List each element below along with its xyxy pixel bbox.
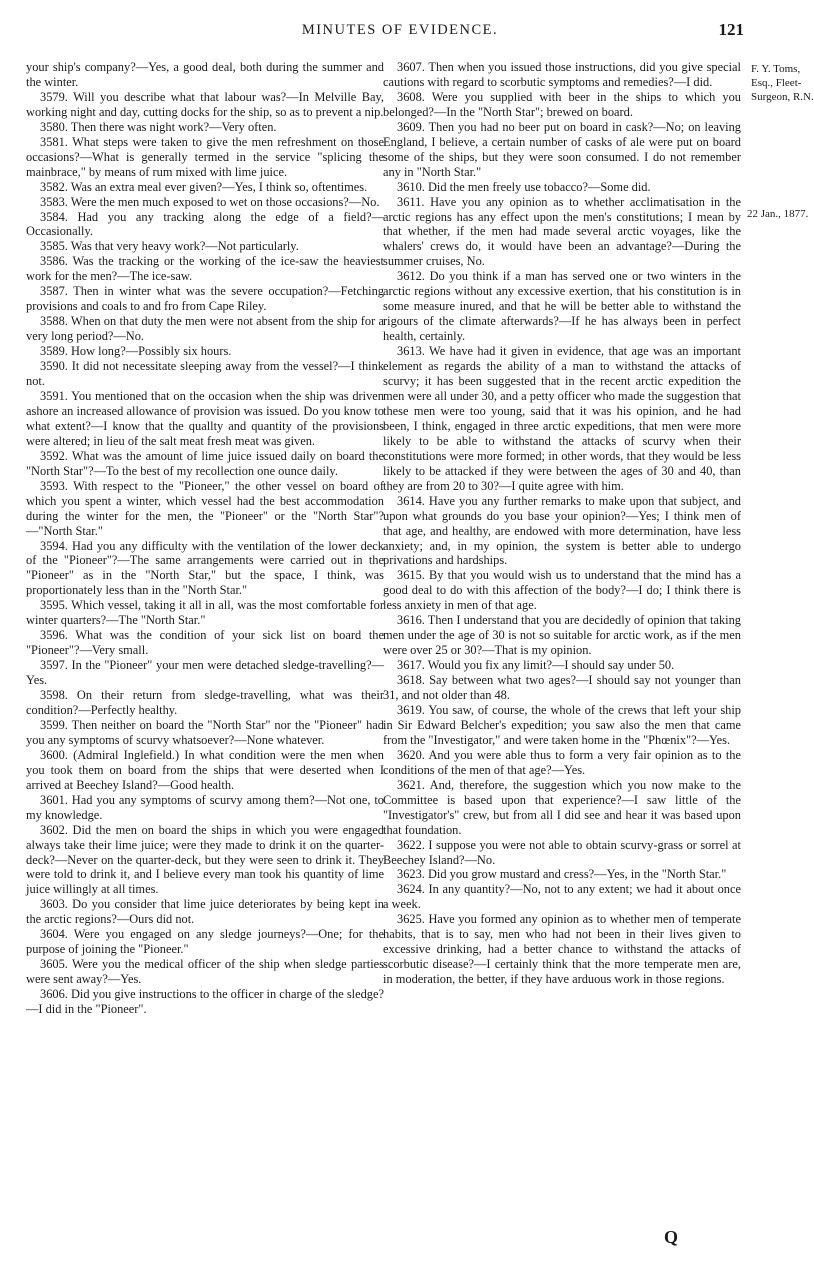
- margin-date: 22 Jan., 1877.: [747, 208, 809, 220]
- evidence-paragraph: 3607. Then when you issued those instructions, did you give special cautions with regard to scorbutic symptoms and remedies?—I did.: [383, 60, 741, 89]
- evidence-paragraph: 3590. It did not necessitate sleeping away from the vessel?—I think not.: [26, 359, 384, 389]
- evidence-paragraph: 3600. (Admiral Inglefield.) In what condition were the men when you took them on board from the ships that were deserted when I arrived at Beechey Island?—Good health.: [26, 747, 384, 792]
- evidence-paragraph: 3622. I suppose you were not able to obtain scurvy-grass or sorrel at Beechey Island?—No.: [383, 837, 741, 867]
- evidence-paragraph: 3617. Would you fix any limit?—I should say under 50.: [397, 658, 675, 673]
- evidence-paragraph: 3605. Were you the medical officer of the ship when sledge parties were sent away?—Yes.: [26, 957, 384, 987]
- evidence-paragraph: 3623. Did you grow mustard and cress?—Yes, in the "North Star.": [397, 867, 727, 882]
- evidence-paragraph: 3589. How long?—Possibly six hours.: [40, 344, 232, 359]
- evidence-paragraph: 3582. Was an extra meal ever given?—Yes, I think so, oftentimes.: [40, 179, 368, 194]
- evidence-paragraph: 3619. You saw, of course, the whole of the crews that left your ship in Sir Edward Belcher's expedition; you saw also the men that came from the "Investigator," and were taken home in the "Phœnix"?—Yes.: [383, 702, 741, 747]
- evidence-paragraph: 3591. You mentioned that on the occasion when the ship was driven ashore an increased allowance of provision was issued. Do you know to what extent?—I know that the quallty and quantity of the provisions were altered; in lieu of the salt meat fresh meat was given.: [26, 388, 384, 448]
- evidence-paragraph: 3615. By that you would wish us to understand that the mind has a good deal to do with this affection of the body?—I do; I think there is less anxiety in men of that age.: [383, 568, 741, 613]
- evidence-paragraph: 3593. With respect to the "Pioneer," the other vessel on board of which you spent a winter, which vessel had the best accommodation during the winter for the men, the "Pioneer" or the "North Star"?—"North Star.": [26, 478, 384, 538]
- evidence-paragraph: 3598. On their return from sledge-travelling, what was their condition?—Perfectly healthy.: [26, 688, 384, 717]
- evidence-paragraph: 3603. Do you consider that lime juice deteriorates by being kept in the arctic regions?—Ours did not.: [26, 897, 384, 927]
- margin-note-line: F. Y. Toms,: [751, 63, 801, 75]
- right-column: [383, 60, 741, 987]
- evidence-paragraph: 3592. What was the amount of lime juice issued daily on board the "North Star"?—To the best of my recollection one ounce daily.: [26, 448, 384, 478]
- evidence-paragraph: 3610. Did the men freely use tobacco?—Some did.: [397, 179, 651, 194]
- evidence-paragraph: 3620. And you were able thus to form a very fair opinion as to the conditions of the men of that age?—Yes.: [383, 747, 741, 777]
- evidence-paragraph: 3616. Then I understand that you are decidedly of opinion that taking men under the age of 30 is not so suitable for arctic work, as if the men were over 25 or 30?—That is my opinion.: [383, 613, 741, 658]
- evidence-paragraph: your ship's company?—Yes, a good deal, both during the summer and the winter.: [26, 60, 384, 89]
- evidence-paragraph: 3618. Say between what two ages?—I should say not younger than 31, and not older than 48.: [383, 673, 741, 703]
- evidence-paragraph: 3585. Was that very heavy work?—Not particularly.: [40, 239, 299, 254]
- evidence-paragraph: 3625. Have you formed any opinion as to whether men of temperate habits, that is to say, men who had not been in their lives given to excessive drinking, had a better chance to withstand the attacks of scorbutic disease?—I certainly think that the more temperate men are, in moderation, the better, if they have arduous work in those regions.: [383, 912, 741, 987]
- margin-note-line: Esq., Fleet-: [751, 77, 802, 89]
- evidence-paragraph: 3612. Do you think if a man has served one or two winters in the arctic regions without any excessive exertion, that his constitution is in some measure inured, and that he will be better able to withstand the rigours of the climate afterwards?—If he has always been in perfect health, certainly.: [383, 269, 741, 344]
- evidence-paragraph: 3586. Was the tracking or the working of the ice-saw the heaviest work for the men?—The ice-saw.: [26, 254, 384, 284]
- evidence-paragraph: 3588. When on that duty the men were not absent from the ship for a very long period?—No.: [26, 314, 384, 344]
- evidence-paragraph: 3602. Did the men on board the ships in which you were engaged always take their lime juice; were they made to drink it on the quarter-deck?—Never on the quarter-deck, but they were seen to drink it. They were told to drink it, and I believe every man took his quantity of lime juice willingly at all times.: [26, 822, 384, 897]
- evidence-paragraph: 3611. Have you any opinion as to whether acclimatisation in the arctic regions has any effect upon the men's constitutions; I mean by that whether, if the men had made several arctic voyages, like the whalers' crews do, it would have been an advantage?—During the summer cruises, No.: [383, 194, 741, 269]
- evidence-paragraph: 3601. Had you any symptoms of scurvy among them?—Not one, to my knowledge.: [26, 792, 384, 822]
- signature-mark: Q: [664, 1227, 679, 1247]
- evidence-paragraph: 3587. Then in winter what was the severe occupation?—Fetching provisions and coals to and fro from Cape Riley.: [26, 284, 384, 314]
- evidence-paragraph: 3581. What steps were taken to give the men refreshment on those occasions?—What is generally termed in the service "splicing the mainbrace," by means of rum mixed with lime juice.: [26, 134, 384, 179]
- witness-margin-note: [751, 62, 814, 104]
- evidence-paragraph: 3597. In the "Pioneer" your men were detached sledge-travelling?—Yes.: [26, 658, 384, 688]
- evidence-paragraph: 3583. Were the men much exposed to wet on those occasions?—No.: [40, 194, 380, 209]
- evidence-paragraph: 3595. Which vessel, taking it all in all, was the most comfortable for winter quarters?—The "North Star.": [26, 598, 384, 628]
- margin-note-line: Surgeon, R.N.: [751, 91, 814, 103]
- evidence-paragraph: 3608. Were you supplied with beer in the ships to which you belonged?—In the "North Star"; brewed on board.: [383, 89, 741, 119]
- evidence-paragraph: 3580. Then there was night work?—Very often.: [40, 119, 277, 134]
- evidence-paragraph: 3604. Were you engaged on any sledge journeys?—One; for the purpose of joining the "Pioneer.": [26, 927, 384, 957]
- evidence-paragraph: 3624. In any quantity?—No, not to any extent; we had it about once a week.: [383, 882, 741, 912]
- evidence-paragraph: 3599. Then neither on board the "North Star" nor the "Pioneer" had you any symptoms of scurvy whatsoever?—None whatever.: [26, 717, 384, 747]
- evidence-paragraph: 3579. Will you describe what that labour was?—In Melville Bay, working night and day, cutting docks for the ship, so as to prevent a nip.: [26, 89, 384, 119]
- left-column: [26, 60, 384, 1017]
- page-number: 121: [718, 20, 744, 39]
- evidence-paragraph: 3606. Did you give instructions to the officer in charge of the sledge?—I did in the "Pioneer".: [26, 987, 384, 1017]
- evidence-paragraph: 3594. Had you any difficulty with the ventilation of the lower deck of the "Pioneer"?—The same arrangements were carried out in the "Pioneer" as in the "North Star," but the space, I think, was proportionately less than in the "North Star.": [26, 538, 384, 598]
- page-header: [0, 20, 800, 44]
- evidence-paragraph: 3596. What was the condition of your sick list on board the "Pioneer"?—Very small.: [26, 628, 384, 658]
- evidence-paragraph: 3613. We have had it given in evidence, that age was an important element as regards the ability of a man to withstand the attacks of scurvy; it has been suggested that in the recent arctic expedition the men were all under 30, and a petty officer who made the suggestion that these men were too young, said that it was his opinion, and he had been, I think, engaged in three arctic expeditions, that men were more likely to be able to withstand the attacks of scurvy when their constitutions were more formed; in other words, that they would be less likely to be attacked if they were between the ages of 30 and 40, than they are from 20 to 30?—I quite agree with him.: [383, 344, 741, 493]
- evidence-paragraph: 3584. Had you any tracking along the edge of a field?—Occasionally.: [26, 209, 384, 239]
- evidence-paragraph: 3621. And, therefore, the suggestion which you now make to the Committee is based upon that experience?—I saw little of the "Investigator's" crew, but from all I did see and hear it was based upon that foundation.: [383, 777, 741, 837]
- evidence-paragraph: 3609. Then you had no beer put on board in cask?—No; on leaving England, I believe, a certain number of casks of ale were put on board some of the ships, but they were soon consumed. I do not remember any in "North Star.": [383, 119, 741, 179]
- evidence-paragraph: 3614. Have you any further remarks to make upon that subject, and upon what grounds do you base your opinion?—Yes; I think men of that age, and healthy, are endowed with more determination, have less anxiety; and, in my opinion, the system is better able to undergo privations and hardships.: [383, 493, 741, 568]
- running-title: MINUTES OF EVIDENCE.: [301, 22, 499, 38]
